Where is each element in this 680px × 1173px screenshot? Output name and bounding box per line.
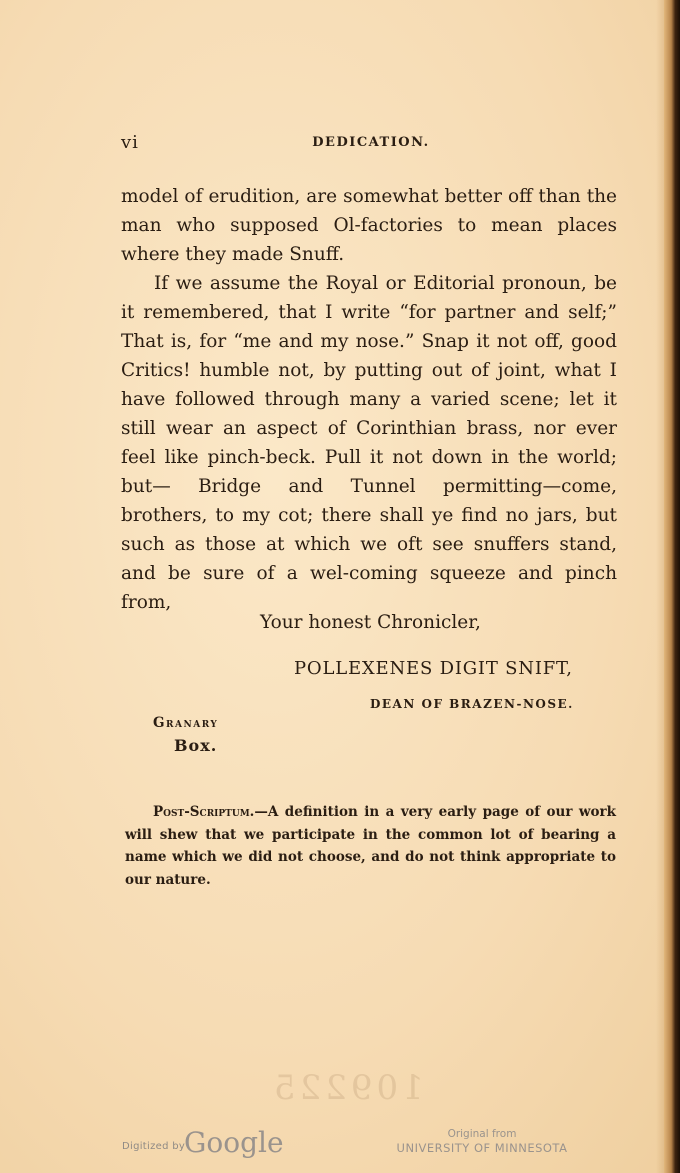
postscript-label: Post-Scriptum. <box>153 804 255 820</box>
original-from-label: Original from <box>447 1128 517 1140</box>
institution-name: UNIVERSITY OF MINNESOTA <box>396 1141 568 1155</box>
postscript <box>125 801 616 891</box>
original-source <box>392 1128 572 1155</box>
postscript-text: —A definition in a very early page of our work will shew that we participate in the common lot of bearing a name which we did not choose, and do not think appropriate to our nature. <box>125 804 616 888</box>
running-title: DEDICATION. <box>312 135 430 150</box>
paragraph-1: model of erudition, are somewhat better off than the man who supposed Ol-factories to mean places where they made Snuff. <box>121 186 617 265</box>
place-line-2: Box. <box>174 736 218 755</box>
place-line-1: Granary <box>153 715 219 731</box>
page-header <box>121 132 621 156</box>
closing-line: Your honest Chronicler, <box>260 612 481 633</box>
signer-title: DEAN OF BRAZEN-NOSE. <box>370 697 574 711</box>
postscript-paragraph <box>125 801 616 891</box>
paragraph-2: If we assume the Royal or Editorial pronoun, be it remembered, that I write “for partner and self;” That is, for “me and my nose.” Snap it not off, good Critics! humble not, by putting out of joint, what I have followed through many a varied scene; let it still wear an aspect of Corinthian brass, nor ever feel like pinch-beck. Pull it not down in the world; but— Bridge and Tunnel permitting—come, brothers, to my cot; there shall ye find no jars, but such as those at which we oft see snuffers stand, and be sure of a wel-coming squeeze and pinch from, <box>121 273 617 613</box>
google-logo: Google <box>184 1126 284 1159</box>
digitized-by-label: Digitized by <box>122 1141 186 1152</box>
bleed-through-number: 109225 <box>270 1068 424 1108</box>
page-number: vi <box>121 132 139 153</box>
signer-name: POLLEXENES DIGIT SNIFT, <box>294 658 573 679</box>
page-edge <box>664 0 680 1173</box>
digitized-by-google <box>122 1126 292 1166</box>
